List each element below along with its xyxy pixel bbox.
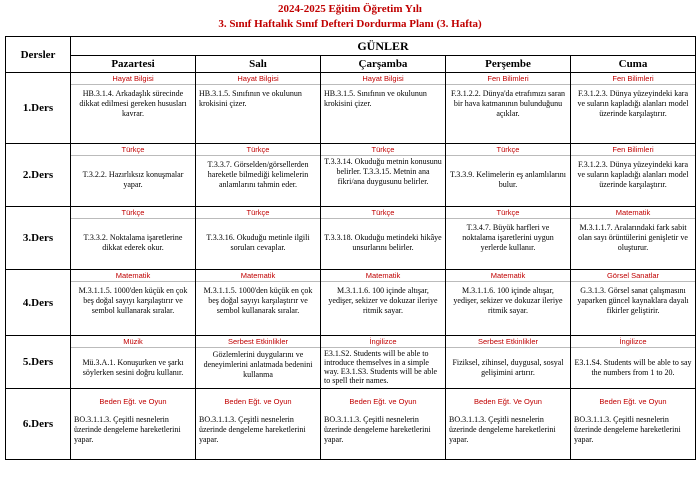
lesson-cell	[71, 270, 196, 336]
objective-text: T.3.4.7. Büyük harfleri ve noktalama işaretlerini uygun yerlerde kullanır.	[462, 223, 554, 252]
subject-label: Türkçe	[446, 144, 570, 156]
lesson-cell	[196, 270, 321, 336]
lesson-cell	[321, 336, 446, 389]
day-header-thursday: Perşembe	[446, 56, 571, 73]
objective-text: BO.3.1.1.3. Çeşitli nesnelerin üzerinde dengeleme hareketlerini yapar.	[449, 415, 556, 444]
table-row	[6, 336, 696, 389]
objective-text: T.3.3.16. Okuduğu metinle ilgili soruları cevaplar.	[206, 233, 310, 252]
document-subtitle: 3. Sınıf Haftalık Sınıf Defteri Dordurma Planı (3. Hafta)	[218, 18, 482, 30]
subject-label: Serbest Etkinlikler	[446, 336, 570, 348]
lesson-cell	[321, 389, 446, 460]
lesson-cell	[446, 207, 571, 270]
lesson-cell	[446, 336, 571, 389]
subject-label: Beden Eğt. Ve Oyun	[474, 397, 542, 406]
objective-text: M.3.1.1.5. 1000'den küçük en çok beş doğal sayıyı karşılaştırır ve sembol kullanarak sıralar.	[203, 286, 313, 315]
lesson-cell	[71, 144, 196, 207]
lesson-cell	[196, 144, 321, 207]
subject-label: Türkçe	[196, 207, 320, 219]
lesson-label: 6.Ders	[6, 389, 71, 460]
lesson-label: 5.Ders	[6, 336, 71, 389]
lesson-cell	[321, 270, 446, 336]
lesson-cell	[571, 336, 696, 389]
objective-text: M.3.1.1.7. Aralarındaki fark sabit olan sayı örüntülerini genişletir ve oluşturur.	[578, 223, 688, 252]
lesson-cell	[71, 207, 196, 270]
lesson-cell	[571, 144, 696, 207]
subject-label: Müzik	[71, 336, 195, 348]
subject-label: Türkçe	[196, 144, 320, 156]
table-row	[6, 73, 696, 144]
subject-label: Matematik	[446, 270, 570, 282]
table-row	[6, 144, 696, 207]
day-header-tuesday: Salı	[196, 56, 321, 73]
objective-text: HB.3.1.4. Arkadaşlık sürecinde dikkat edilmesi gereken hususları kavrar.	[79, 89, 187, 118]
lesson-cell	[446, 144, 571, 207]
lesson-cell	[196, 207, 321, 270]
subject-label: Türkçe	[71, 144, 195, 156]
table-row	[6, 270, 696, 336]
subject-label: Beden Eğt. ve Oyun	[224, 397, 292, 406]
subject-label: Matematik	[321, 270, 445, 282]
lesson-label: 2.Ders	[6, 144, 71, 207]
subject-label: Matematik	[71, 270, 195, 282]
lesson-label: 4.Ders	[6, 270, 71, 336]
subject-label: Hayat Bilgisi	[71, 73, 195, 85]
document-title: 2024-2025 Eğitim Öğretim Yılı	[278, 3, 422, 15]
objective-text: T.3.3.2. Noktalama işaretlerine dikkat ederek okur.	[83, 233, 183, 252]
subject-label: Türkçe	[446, 207, 570, 219]
objective-text: T.3.2.2. Hazırlıksız konuşmalar yapar.	[82, 170, 184, 189]
subject-label: İngilizce	[321, 336, 445, 348]
subject-label: Fen Bilimleri	[571, 144, 695, 156]
subject-label: Türkçe	[321, 207, 445, 219]
lesson-cell	[321, 207, 446, 270]
dersler-header: Dersler	[6, 37, 71, 73]
lesson-cell	[446, 389, 571, 460]
day-header-monday: Pazartesi	[71, 56, 196, 73]
subject-label: Matematik	[571, 207, 695, 219]
objective-text: F.3.1.2.3. Dünya yüzeyindeki kara ve suların kapladığı alanları model üzerinde karşılaştırır.	[577, 160, 689, 189]
lesson-cell	[196, 389, 321, 460]
lesson-cell	[571, 389, 696, 460]
objective-text: M.3.1.1.6. 100 içinde altışar, yedişer, sekizer ve dokuzar ileriye ritmik sayar.	[453, 286, 563, 315]
objective-text: Fiziksel, zihinsel, duygusal, sosyal gelişimini artırır.	[452, 358, 564, 377]
plan-table	[5, 36, 696, 460]
objective-text: Mü.3.A.1. Konuşurken ve şarkı söylerken sesini doğru kullanır.	[82, 358, 184, 377]
subject-label: Beden Eğt. ve Oyun	[99, 397, 167, 406]
subject-label: Türkçe	[321, 144, 445, 156]
lesson-cell	[446, 270, 571, 336]
objective-text: HB.3.1.5. Sınıfının ve okulunun krokisini çizer.	[199, 89, 302, 108]
lesson-cell	[71, 389, 196, 460]
objective-text: F.3.1.2.3. Dünya yüzeyindeki kara ve suların kapladığı alanları model üzerinde karşılaştırır.	[577, 89, 689, 118]
lesson-cell	[446, 73, 571, 144]
subject-label: Beden Eğt. ve Oyun	[599, 397, 667, 406]
day-header-friday: Cuma	[571, 56, 696, 73]
objective-text: BO.3.1.1.3. Çeşitli nesnelerin üzerinde dengeleme hareketlerini yapar.	[324, 415, 431, 444]
objective-text: G.3.1.3. Görsel sanat çalışmasını yaparken güncel kaynaklara dayalı fikirler geliştirir.	[577, 286, 689, 315]
objective-text: HB.3.1.5. Sınıfının ve okulunun krokisini çizer.	[324, 89, 427, 108]
lesson-cell	[321, 73, 446, 144]
lesson-label: 3.Ders	[6, 207, 71, 270]
subject-label: Hayat Bilgisi	[196, 73, 320, 85]
objective-text: T.3.3.9. Kelimelerin eş anlamlılarını bulur.	[449, 170, 567, 189]
subject-label: Fen Bilimleri	[446, 73, 570, 85]
subject-label: İngilizce	[571, 336, 695, 348]
lesson-cell	[571, 207, 696, 270]
objective-text: BO.3.1.1.3. Çeşitli nesnelerin üzerinde dengeleme hareketlerini yapar.	[574, 415, 681, 444]
objective-text: M.3.1.1.6. 100 içinde altışar, yedişer, sekizer ve dokuzar ileriye ritmik sayar.	[328, 286, 438, 315]
objective-text: T.3.3.14. Okuduğu metnin konusunu belirler. T.3.3.15. Metnin ana fikri/ana duygusunu belirler.	[324, 157, 442, 186]
lesson-cell	[571, 270, 696, 336]
table-row	[6, 389, 696, 460]
subject-label: Hayat Bilgisi	[321, 73, 445, 85]
table-row	[6, 207, 696, 270]
subject-label: Beden Eğt. ve Oyun	[349, 397, 417, 406]
objective-text: E3.1.S4. Students will be able to say the numbers from 1 to 20.	[574, 358, 692, 377]
subject-label: Matematik	[196, 270, 320, 282]
objective-text: BO.3.1.1.3. Çeşitli nesnelerin üzerinde dengeleme hareketlerini yapar.	[74, 415, 181, 444]
subject-label: Fen Bilimleri	[571, 73, 695, 85]
objective-text: T.3.3.7. Görselden/görsellerden hareketle bilmediği kelimelerin anlamlarını tahmin eder.	[207, 160, 309, 189]
lesson-cell	[321, 144, 446, 207]
lesson-cell	[196, 336, 321, 389]
lesson-cell	[71, 336, 196, 389]
objective-text: T.3.3.18. Okuduğu metindeki hikâye unsurlarını belirler.	[324, 233, 442, 252]
lesson-cell	[196, 73, 321, 144]
objective-text: F.3.1.2.2. Dünya'da etrafımızı saran bir hava katmanının bulunduğunu açıklar.	[450, 89, 566, 118]
gunler-header: GÜNLER	[71, 37, 696, 56]
lesson-cell	[571, 73, 696, 144]
lesson-cell	[71, 73, 196, 144]
day-header-wednesday: Çarşamba	[321, 56, 446, 73]
subject-label: Serbest Etkinlikler	[196, 336, 320, 348]
objective-text: BO.3.1.1.3. Çeşitli nesnelerin üzerinde dengeleme hareketlerini yapar.	[199, 415, 306, 444]
subject-label: Görsel Sanatlar	[571, 270, 695, 282]
lesson-label: 1.Ders	[6, 73, 71, 144]
objective-text: Gözlemlerini duygularını ve deneyimlerini anlatmada bedenini kullanma	[203, 350, 313, 379]
objective-text: E3.1.S2. Students will be able to introduce themselves in a simple way. E3.1.S3. Students will be able to spell their names.	[324, 349, 438, 385]
subject-label: Türkçe	[71, 207, 195, 219]
objective-text: M.3.1.1.5. 1000'den küçük en çok beş doğal sayıyı karşılaştırır ve sembol kullanarak sıralar.	[78, 286, 188, 315]
